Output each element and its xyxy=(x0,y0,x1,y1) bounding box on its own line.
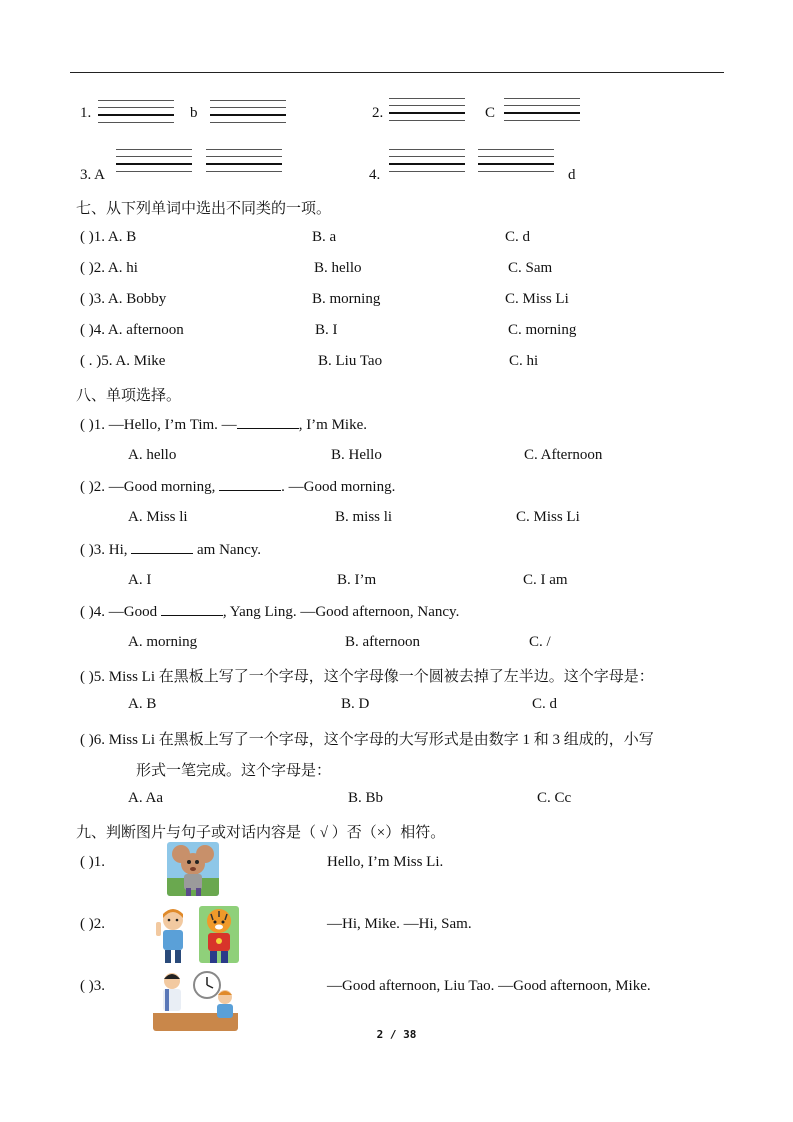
s8-q1 xyxy=(80,416,367,434)
s7-q4: ( )4. A. afternoon xyxy=(80,322,184,338)
s8-q5-c: C. d xyxy=(532,696,558,712)
s8-q2-c: C. Miss Li xyxy=(516,509,580,525)
s7-q5-c: C. hi xyxy=(509,353,539,369)
s8-q1-a: A. hello xyxy=(128,447,177,463)
s8-q2 xyxy=(80,478,395,496)
writing-item-2-letter: C xyxy=(485,105,496,121)
writing-item-1-number: 1. xyxy=(80,105,92,121)
section9-title: 九、判断图片与句子或对话内容是（ √ ）否（×）相符。 xyxy=(76,825,446,841)
s7-q3-c: C. Miss Li xyxy=(505,291,569,307)
s8-q6-b: B. Bb xyxy=(348,790,384,806)
s8-q4-post: , Yang Ling. —Good afternoon, Nancy. xyxy=(222,604,460,620)
s8-q4-b: B. afternoon xyxy=(345,634,420,650)
writing-lines-2b[interactable] xyxy=(504,98,580,127)
writing-lines-3b[interactable] xyxy=(206,149,282,178)
s7-q3-b: B. morning xyxy=(312,291,381,307)
s8-q1-b: B. Hello xyxy=(331,447,382,463)
s8-q4 xyxy=(80,603,459,621)
s7-q2: ( )2. A. hi xyxy=(80,260,138,276)
s8-q5-b: B. D xyxy=(341,696,370,712)
s8-q4-blank[interactable] xyxy=(161,603,223,616)
s7-q1-c: C. d xyxy=(505,229,531,245)
s7-q1: ( )1. A. B xyxy=(80,229,137,245)
s8-q6-c: C. Cc xyxy=(537,790,572,806)
s7-q2-b: B. hello xyxy=(314,260,362,276)
s9-q3: ( )3. xyxy=(80,978,105,994)
page-number: 2 / 38 xyxy=(376,1028,417,1041)
s9-q1-sentence: Hello, I’m Miss Li. xyxy=(327,854,444,870)
boy-waving-image xyxy=(153,906,193,963)
s7-q4-c: C. morning xyxy=(508,322,577,338)
s8-q2-a: A. Miss li xyxy=(128,509,188,525)
s8-q2-post: . —Good morning. xyxy=(281,479,396,495)
writing-lines-4b[interactable] xyxy=(478,149,554,178)
s8-q5: ( )5. Miss Li 在黑板上写了一个字母，这个字母像一个圆被去掉了左半边。这个字母是： xyxy=(80,669,654,685)
writing-lines-1a[interactable] xyxy=(98,100,174,129)
s7-q5: ( . )5. A. Mike xyxy=(80,353,166,369)
s7-q1-b: B. a xyxy=(312,229,337,245)
s8-q1-blank[interactable] xyxy=(237,416,299,429)
cartoon-tiger-image xyxy=(199,906,239,963)
writing-item-4-letter: d xyxy=(568,167,576,183)
s8-q6-line2: 形式一笔完成。这个字母是： xyxy=(136,763,332,779)
writing-item-2-number: 2. xyxy=(372,105,384,121)
writing-lines-2a[interactable] xyxy=(389,98,465,127)
s9-q3-sentence: —Good afternoon, Liu Tao. —Good afternoon, Mike. xyxy=(327,978,651,994)
section8-title: 八、单项选择。 xyxy=(76,388,182,404)
s8-q2-blank[interactable] xyxy=(219,478,281,491)
classroom-clock-image xyxy=(153,969,238,1031)
s7-q2-c: C. Sam xyxy=(508,260,553,276)
writing-lines-4a[interactable] xyxy=(389,149,465,178)
s7-q3: ( )3. A. Bobby xyxy=(80,291,167,307)
s8-q6-line1: ( )6. Miss Li 在黑板上写了一个字母，这个字母的大写形式是由数字 1 和 3 组成的，小写 xyxy=(80,732,654,748)
s8-q3-b: B. I’m xyxy=(337,572,377,588)
s8-q3 xyxy=(80,541,261,559)
s8-q3-a: A. I xyxy=(128,572,152,588)
s8-q3-c: C. I am xyxy=(523,572,568,588)
s9-q2: ( )2. xyxy=(80,916,105,932)
writing-item-4-number: 4. xyxy=(369,167,381,183)
s9-q1: ( )1. xyxy=(80,854,105,870)
s8-q1-post: , I’m Mike. xyxy=(298,417,368,433)
s8-q4-a: A. morning xyxy=(128,634,198,650)
writing-lines-1b[interactable] xyxy=(210,100,286,129)
writing-item-1-letter: b xyxy=(190,105,198,121)
header-divider xyxy=(70,72,724,73)
s8-q5-a: A. B xyxy=(128,696,157,712)
s8-q1-c: C. Afternoon xyxy=(524,447,603,463)
s8-q6-a: A. Aa xyxy=(128,790,163,806)
s7-q5-b: B. Liu Tao xyxy=(318,353,383,369)
s8-q3-post: am Nancy. xyxy=(193,542,261,558)
s9-q2-text: —Hi, Mike. —Hi, Sam. xyxy=(327,916,472,932)
s8-q2-b: B. miss li xyxy=(335,509,393,525)
s8-q3-pre: ( )3. Hi, xyxy=(80,542,132,558)
s7-q4-b: B. I xyxy=(315,322,338,338)
s8-q1-pre: ( )1. —Hello, I’m Tim. — xyxy=(80,417,237,433)
s8-q4-c: C. / xyxy=(529,634,551,650)
cartoon-mouse-image xyxy=(167,842,219,896)
writing-lines-3a[interactable] xyxy=(116,149,192,178)
s8-q4-pre: ( )4. —Good xyxy=(80,604,161,620)
s8-q3-blank[interactable] xyxy=(131,541,193,554)
s8-q2-pre: ( )2. —Good morning, xyxy=(80,479,220,495)
section7-title: 七、从下列单词中选出不同类的一项。 xyxy=(76,201,332,217)
writing-item-3-number: 3. A xyxy=(80,167,106,183)
